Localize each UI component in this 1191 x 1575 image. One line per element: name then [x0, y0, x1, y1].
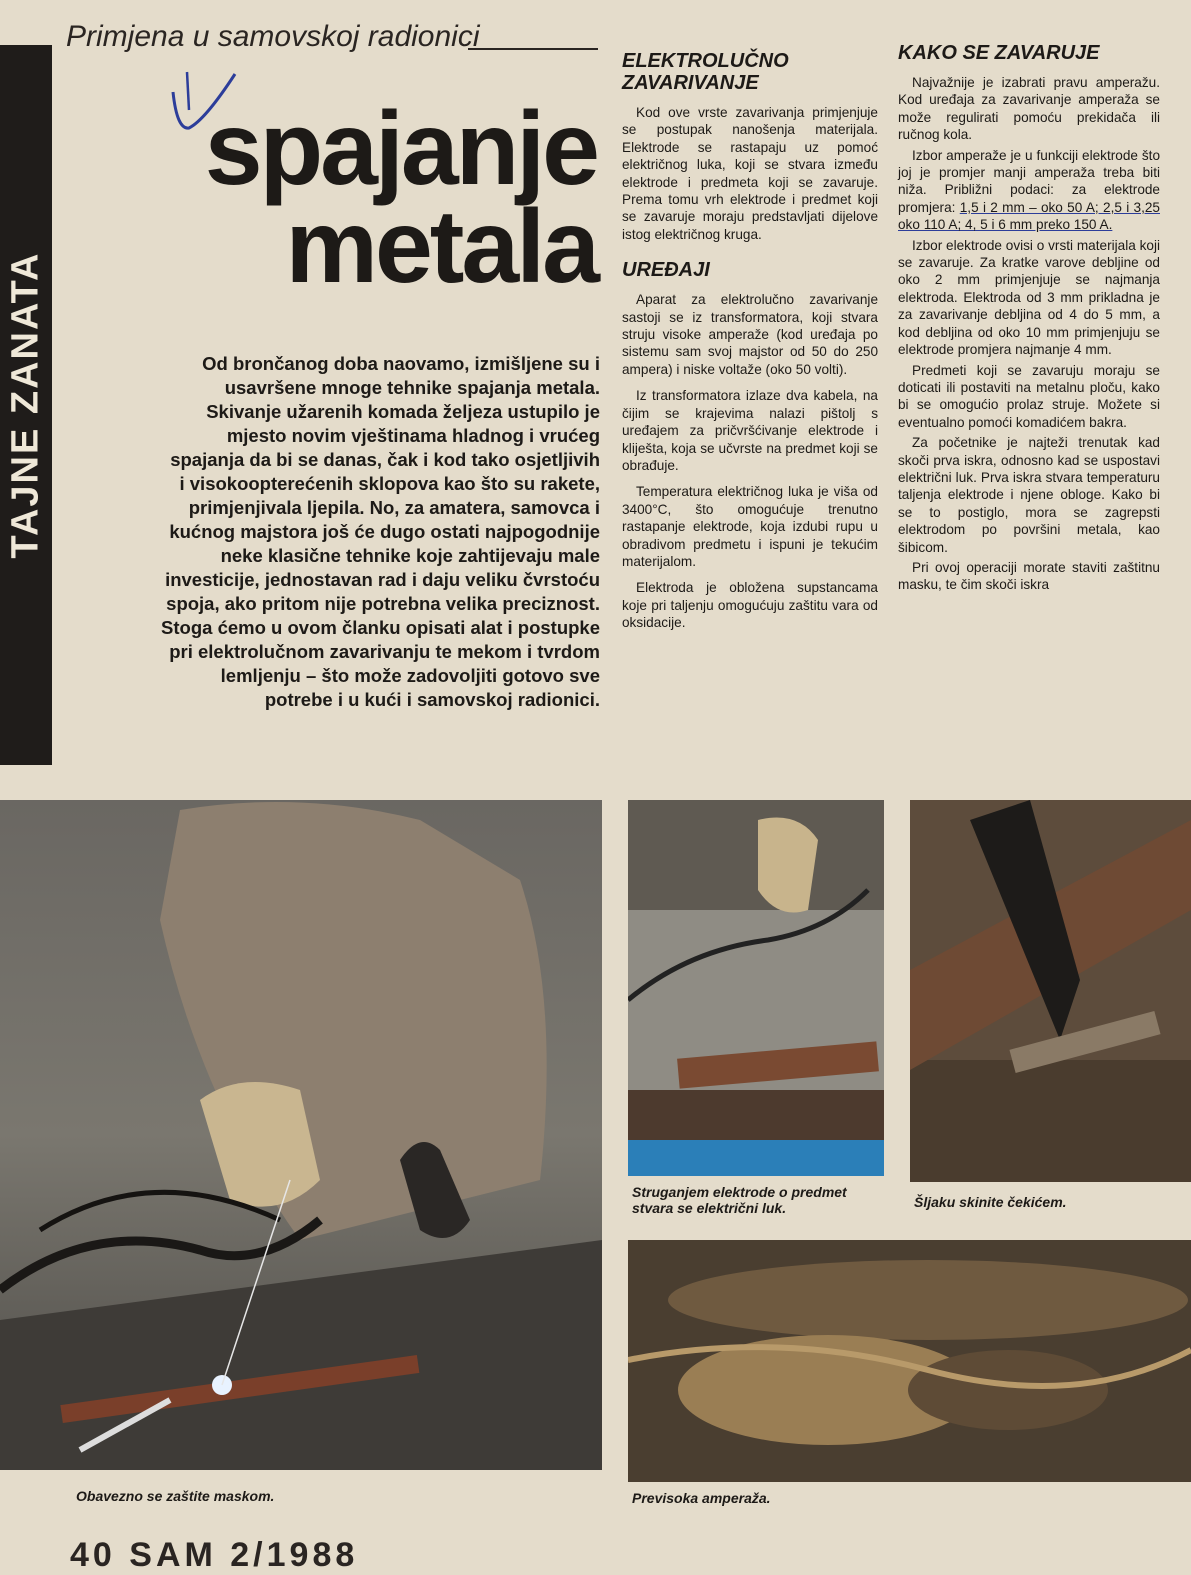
paragraph: Elektroda je obložena supstancama koje pri taljenju omogućuju zaštitu vara od oksidacije.: [622, 580, 878, 631]
paragraph: Predmeti koji se zavaruju moraju se doticati ili postaviti na metalnu ploču, kako bi se omogućio prolaz struje. Možete si eventualno pomoći komadićem bakra.: [898, 362, 1160, 430]
photo-striking-arc: [628, 800, 884, 1176]
article-column-middle: [622, 50, 878, 641]
header-rule: [468, 48, 598, 50]
paragraph: Aparat za elektrolučno zavarivanje sastoji se iz transformatora, koji stvara struju visoke amperaže (kod uređaja po sistemu sam svoj majstor od 50 do 250 ampera) i niske voltaže (oko 50 volti).: [622, 292, 878, 377]
paragraph: Pri ovoj operaciji morate staviti zaštitnu masku, te čim skoči iskra: [898, 559, 1160, 593]
headline-line-2: metala: [285, 189, 597, 305]
section-tab-label: TAJNE ZANATA: [4, 251, 47, 559]
section-title-how-to-weld: KAKO SE ZAVARUJE: [898, 42, 1100, 64]
intro-paragraph: Od brončanog doba naovamo, izmišljene su i usavršene mnoge tehnike spajanja metala. Skivanje užarenih komada željeza ustupilo je mjesto novim vještinama hladnog i vrućeg spajanja da bi se danas, čak i kod tako osjetljivih i visokoopterećenih sklopova kao što su rakete, primjenjivala ljepila. No, za amatera, samovca i kućnog majstora još će dugo ostati najpogodnije neke klasične tehnike koje zahtijevaju male investicije, jednostavan rad i daju veliku čvrstoću spoja, ako pritom nije potrebna velika preciznost. Stoga ćemo u ovom članku opisati alat i postupke pri elektrolučnom zavarivanju te mekom i tvrdom lemljenju – što može zadovoljiti gotovo sve potrebe i u kući i samovskoj radionici.: [161, 353, 600, 710]
photo-weld-too-high-amperage: [628, 1240, 1191, 1482]
photo-welder-with-mask: [0, 800, 602, 1470]
paragraph: Iz transformatora izlaze dva kabela, na čijim se krajevima nalazi pištolj s uređajem za pričvršćivanje elektrode i kliješta, koja se učvrste na predmet koji se obrađuje.: [622, 388, 878, 473]
section-tab: [0, 45, 52, 765]
caption-middle-photo: Struganjem elektrode o predmet stvara se električni luk.: [632, 1184, 847, 1216]
paragraph: Za početnike je najteži trenutak kad skoči prva iskra, odnosno kad se uspostavi električni luk. Prva iskra stvara temperaturu taljenja elektrode i njene obloge. Kako bi se to postiglo, mora se zagrepsti elektrodom po površini metala, kao šibicom.: [898, 435, 1160, 555]
page-footer: 40 SAM 2/1988: [70, 1536, 359, 1574]
paragraph: Temperatura električnog luka je viša od 3400°C, što omogućuje trenutno rastapanje elektrode, koja izdubi rupu u obradivom predmetu i ispuni je tekućim materijalom.: [622, 484, 878, 569]
photo-removing-slag: [910, 800, 1191, 1182]
headline-line-1: spajanje: [204, 91, 597, 207]
paragraph-text: Izbor amperaže je u funkciji elektrode što joj je promjer manji amperaža treba biti niža. Približni podaci: za elektrode promjera:: [898, 147, 1160, 215]
caption-main-photo: Obavezno se zaštite maskom.: [76, 1488, 275, 1504]
caption-right-photo: Šljaku skinite čekićem.: [914, 1194, 1067, 1210]
section-title-devices: UREĐAJI: [622, 259, 710, 282]
paragraph: Najvažnije je izabrati pravu amperažu. Kod uređaja za zavarivanje amperaža se može regulirati pomoću prekidača ili ručnog kola.: [898, 75, 1160, 143]
underlined-values: 1,5 i 2 mm – oko 50 A; 2,5 i 3,25 oko 110 A; 4, 5 i 6 mm preko 150 A.: [898, 199, 1160, 233]
paragraph: Kod ove vrste zavarivanja primjenjuje se postupak nanošenja materijala. Elektrode se rastapaju uz pomoć električnog luka, koji se stvara između elektrode i predmeta koji se zavaruje. Prema tomu vrh elektrode i predmet koji se zavaruje moraju predstavljati dijelove istog električnog kruga.: [622, 105, 878, 242]
header-topic: Primjena u samovskoj radionici: [66, 20, 480, 53]
headline: [204, 91, 597, 305]
paragraph: [898, 147, 1160, 234]
section-title-welding: ELEKTROLUČNO ZAVARIVANJE: [622, 50, 789, 94]
caption-bottom-photo: Previsoka amperaža.: [632, 1490, 771, 1506]
article-column-right: [898, 42, 1160, 597]
paragraph: Izbor elektrode ovisi o vrsti materijala koji se zavaruje. Za kratke varove debljine od oko 2 mm primjenjuje se najmanja elektroda. Elektroda od 3 mm prikladna je za zavarivanje debljina od 4 do 5 mm, a kod debljina od oko 10 mm primjenjuju se elektrode promjera najmanje 4 mm.: [898, 237, 1160, 358]
